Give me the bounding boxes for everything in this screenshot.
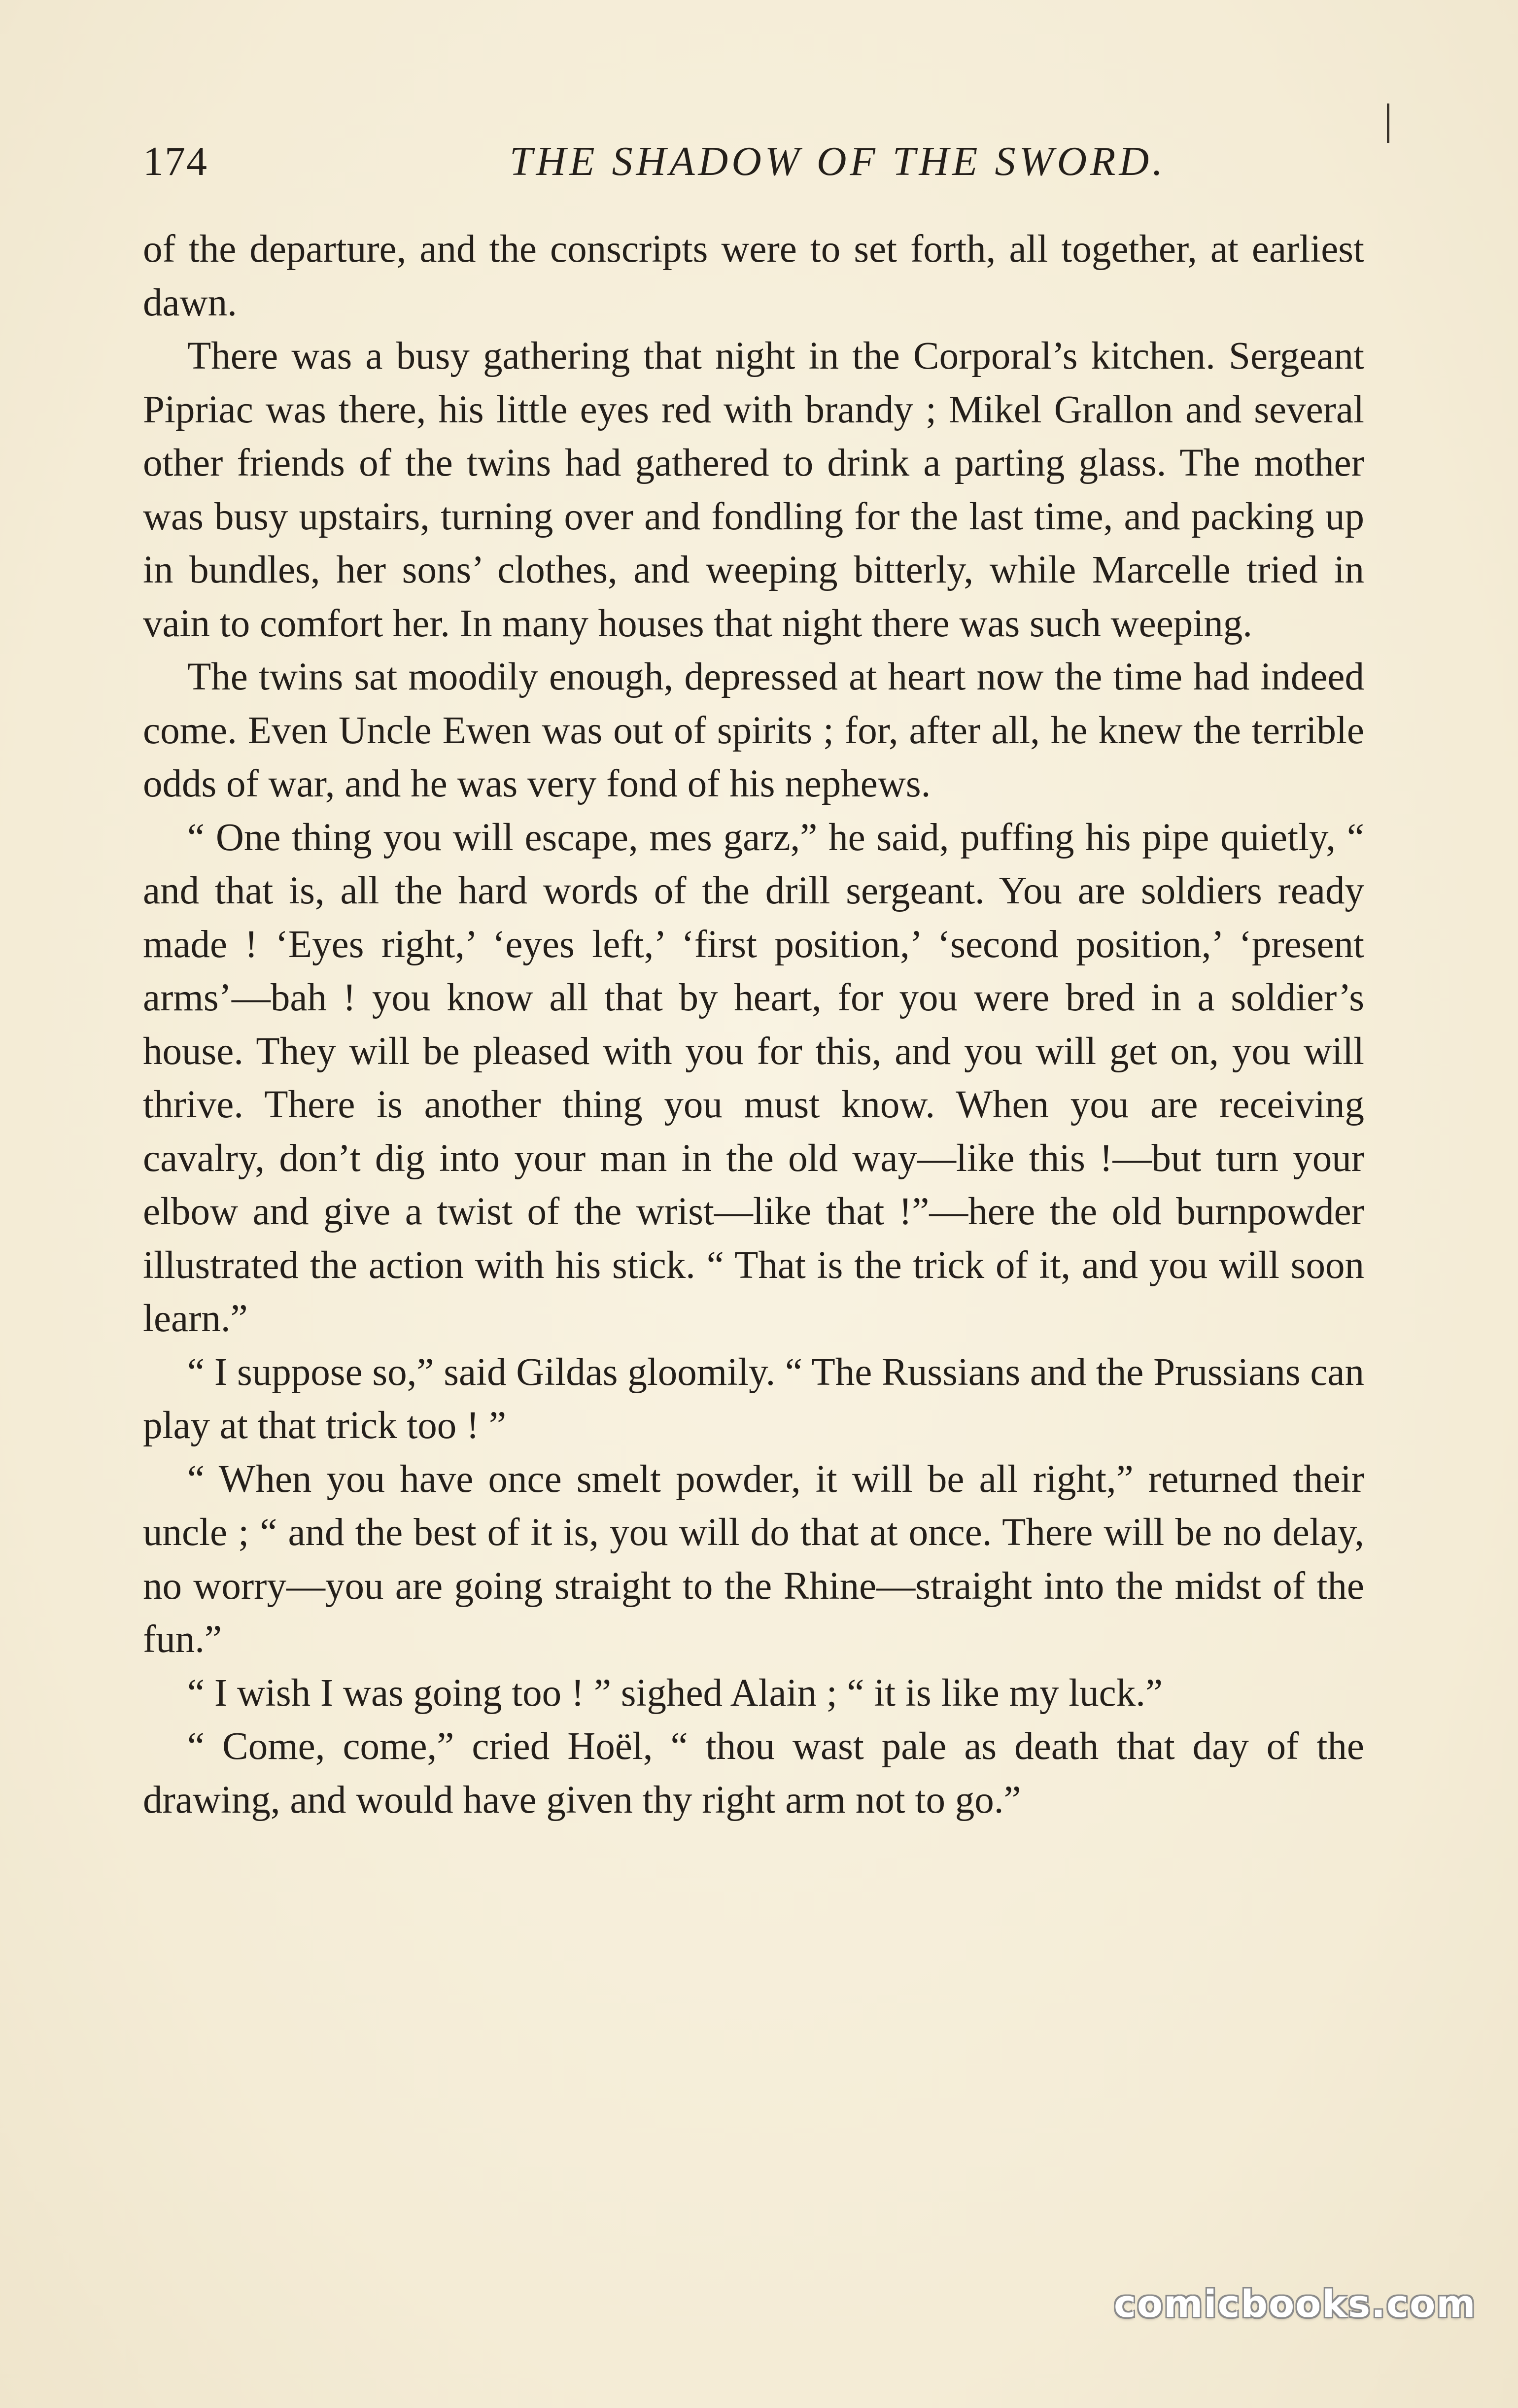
paragraph: The twins sat moodily enough, depressed at heart now the time had indeed come. Even Uncle Ewen was out of spirits ; for, after all, he knew the terrible odds of war, and he was very fond of his nephews. — [143, 655, 1364, 805]
margin-mark — [1387, 103, 1389, 143]
paragraph: “ Come, come,” cried Hoël, “ thou wast pale as death that day of the drawing, and would have given thy right arm not to go.” — [143, 1725, 1364, 1822]
page-header — [143, 132, 1365, 191]
watermark-logo: comicbooks.com — [1114, 2282, 1477, 2326]
paragraph: “ One thing you will escape, mes garz,” he said, puffing his pipe quietly, “ and that is, all the hard words of the drill sergeant. You are soldiers ready made ! ‘Eyes right,’ ‘eyes left,’ ‘first position,’ ‘second position,’ ‘present arms’—bah ! you know all that by heart, for you were bred in a soldier’s house. They will be pleased with you for this, and you will get on, you will thrive. There is another thing you must know. When you are receiving cavalry, don’t dig into your man in the old way—like this !—but turn your elbow and give a twist of the wrist—like that !”—here the old burnpowder illustrated the action with his stick. “ That is the trick of it, and you will soon learn.” — [143, 816, 1364, 1340]
paragraph: “ When you have once smelt powder, it will be all right,” returned their uncle ; “ and the best of it is, you will do that at once. There will be no delay, no worry—you are going straight to the Rhine—straight into the midst of the fun.” — [143, 1457, 1364, 1661]
running-title: THE SHADOW OF THE SWORD. — [509, 138, 1167, 184]
paragraph: There was a busy gathering that night in the Corporal’s kitchen. Sergeant Pipriac was there, his little eyes red with brandy ; Mikel Grallon and several other friends of the twins had gathered to drink a parting glass. The mother was busy upstairs, turning over and fondling for the last time, and packing up in bundles, her sons’ clothes, and weeping bitterly, while Marcelle tried in vain to comfort her. In many houses that night there was such weeping. — [143, 335, 1364, 645]
body-text — [143, 223, 1364, 1827]
paragraph: of the departure, and the conscripts were to set forth, all together, at earliest dawn. — [143, 228, 1364, 324]
paragraph: “ I wish I was going too ! ” sighed Alain ; “ it is like my luck.” — [187, 1671, 1163, 1715]
paragraph: “ I suppose so,” said Gildas gloomily. “ The Russians and the Prussians can play at that trick too ! ” — [143, 1350, 1364, 1447]
page-number: 174 — [143, 138, 208, 184]
